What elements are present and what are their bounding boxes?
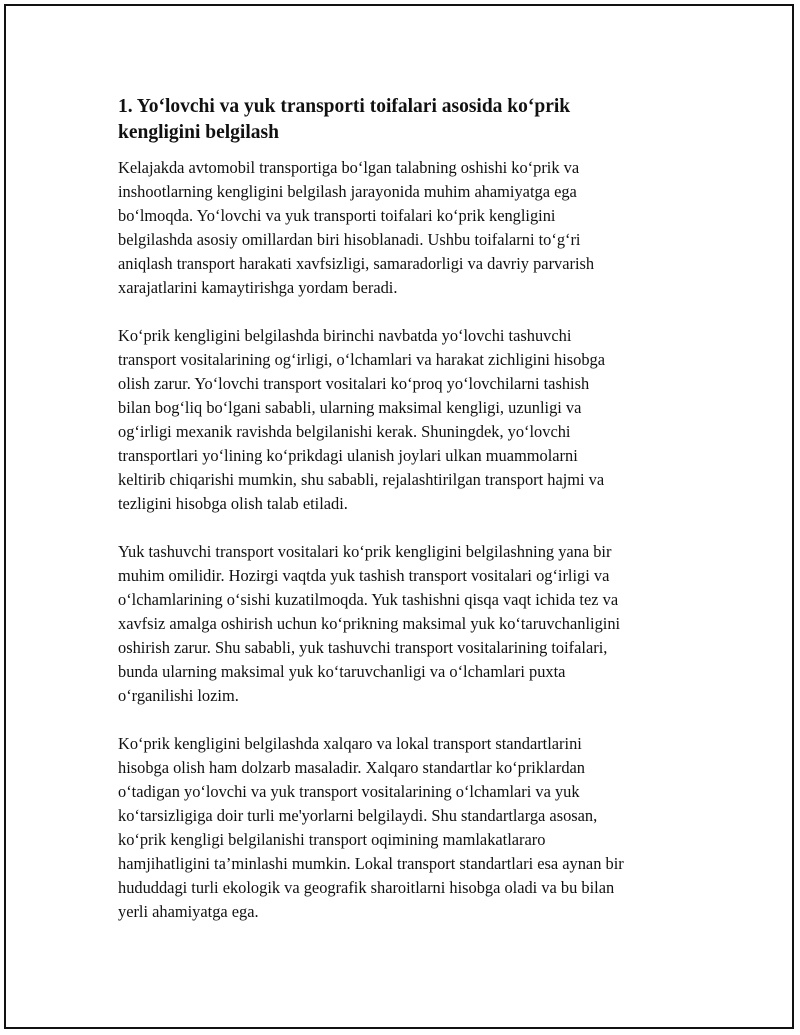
paragraph-3 [118, 540, 688, 708]
text-line: ko‘prik kengligi belgilanishi transport oqimining mamlakatlararo [118, 830, 546, 849]
text-line: Yuk tashuvchi transport vositalari ko‘prik kengligini belgilashning yana bir [118, 542, 612, 561]
text-line: keltirib chiqarishi mumkin, shu sababli, rejalashtirilgan transport hajmi va [118, 470, 605, 489]
text-line: Ko‘prik kengligini belgilashda xalqaro va lokal transport standartlarini [118, 734, 582, 753]
text-line: transportlari yo‘lining ko‘prikdagi ulanish joylari ulkan muammolarni [118, 446, 578, 465]
text-line: yerli ahamiyatga ega. [118, 902, 259, 921]
paragraph-4 [118, 732, 688, 924]
text-line: ko‘tarsizligiga doir turli me'yorlarni belgilaydi. Shu standartlarga asosan, [118, 806, 598, 825]
paragraph-1 [118, 156, 688, 300]
text-line: olish zarur. Yo‘lovchi transport vositalari ko‘proq yo‘lovchilarni tashish [118, 374, 590, 393]
document-body [118, 94, 688, 948]
text-line: o‘rganilishi lozim. [118, 686, 239, 705]
text-line: belgilashda asosiy omillardan biri hisoblanadi. Ushbu toifalarni to‘g‘ri [118, 230, 581, 249]
text-line: o‘lchamlarining o‘sishi kuzatilmoqda. Yuk tashishni qisqa vaqt ichida tez va [118, 590, 619, 609]
section-heading [118, 94, 688, 146]
heading-line: 1. Yo‘lovchi va yuk transporti toifalari asosida ko‘prik [118, 96, 571, 117]
text-line: Ko‘prik kengligini belgilashda birinchi navbatda yo‘lovchi tashuvchi [118, 326, 572, 345]
text-line: bunda ularning maksimal yuk ko‘taruvchanligi va o‘lchamlari puxta [118, 662, 566, 681]
text-line: og‘irligi mexanik ravishda belgilanishi kerak. Shuningdek, yo‘lovchi [118, 422, 571, 441]
text-line: bo‘lmoqda. Yo‘lovchi va yuk transporti toifalari ko‘prik kengligini [118, 206, 556, 225]
text-line: hamjihatligini ta’minlashi mumkin. Lokal transport standartlari esa aynan bir [118, 854, 624, 873]
heading-line: kengligini belgilash [118, 122, 279, 143]
paragraph-2 [118, 324, 688, 516]
text-line: Kelajakda avtomobil transportiga bo‘lgan talabning oshishi ko‘prik va [118, 158, 580, 177]
text-line: transport vositalarining og‘irligi, o‘lchamlari va harakat zichligini hisobga [118, 350, 606, 369]
text-line: xarajatlarini kamaytirishga yordam beradi. [118, 278, 398, 297]
text-line: muhim omilidir. Hozirgi vaqtda yuk tashish transport vositalari og‘irligi va [118, 566, 610, 585]
text-line: aniqlash transport harakati xavfsizligi, samaradorligi va davriy parvarish [118, 254, 595, 273]
text-line: bilan bog‘liq bo‘lgani sababli, ularning maksimal kengligi, uzunligi va [118, 398, 582, 417]
text-line: o‘tadigan yo‘lovchi va yuk transport vositalarining o‘lchamlari va yuk [118, 782, 580, 801]
text-line: tezligini hisobga olish talab etiladi. [118, 494, 348, 513]
text-line: xavfsiz amalga oshirish uchun ko‘prikning maksimal yuk ko‘taruvchanligini [118, 614, 621, 633]
text-line: hisobga olish ham dolzarb masaladir. Xalqaro standartlar ko‘priklardan [118, 758, 585, 777]
text-line: oshirish zarur. Shu sababli, yuk tashuvchi transport vositalarining toifalari, [118, 638, 608, 657]
text-line: hududdagi turli ekologik va geografik sharoitlarni hisobga oladi va bu bilan [118, 878, 615, 897]
text-line: inshootlarning kengligini belgilash jarayonida muhim ahamiyatga ega [118, 182, 577, 201]
